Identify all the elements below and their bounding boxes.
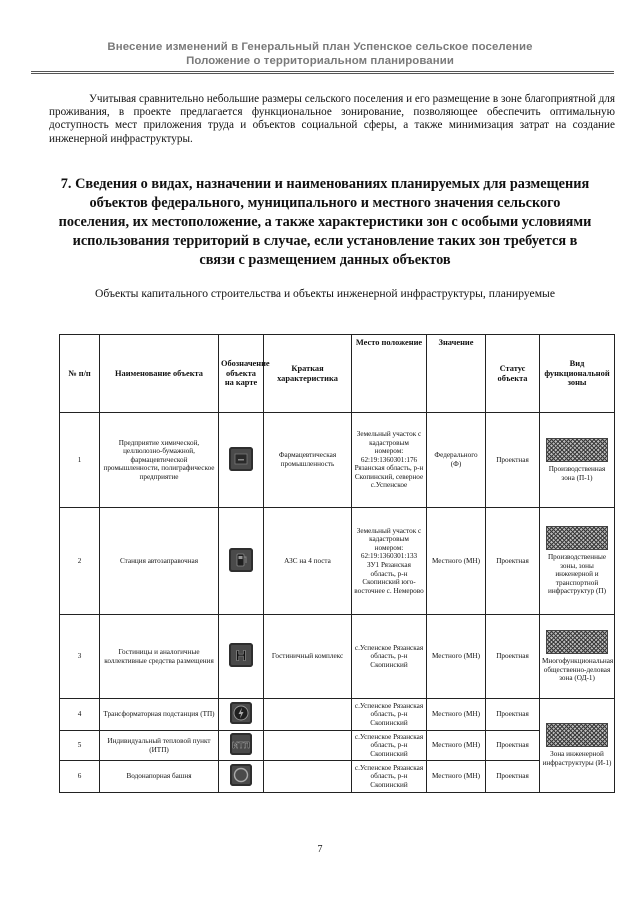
row-zone-cell bbox=[540, 615, 615, 699]
heating-point-icon bbox=[230, 733, 252, 755]
header-location: Место положение bbox=[352, 335, 427, 413]
row-description: Гостиничный комплекс bbox=[264, 615, 352, 699]
header-divider bbox=[31, 71, 614, 74]
water-tower-icon bbox=[230, 764, 252, 786]
svg-text:H: H bbox=[235, 647, 247, 665]
page-number: 7 bbox=[317, 844, 323, 855]
row-status: Проектная bbox=[486, 731, 540, 761]
table-caption: Объекты капитального строительства и объекты инженерной инфраструктуры, планируемые bbox=[95, 287, 555, 300]
header-zone: Вид функциональной зоны bbox=[540, 335, 615, 413]
intro-paragraph bbox=[49, 93, 615, 146]
row-description bbox=[264, 761, 352, 793]
row-number: 2 bbox=[60, 508, 100, 615]
row-number: 4 bbox=[60, 699, 100, 731]
zone-hatch-swatch bbox=[546, 526, 608, 550]
row-description bbox=[264, 731, 352, 761]
row-status: Проектная bbox=[486, 413, 540, 508]
row-number: 3 bbox=[60, 615, 100, 699]
hotel-icon bbox=[229, 643, 253, 667]
row-significance: Местного (МН) bbox=[427, 699, 486, 731]
row-symbol-cell bbox=[219, 508, 264, 615]
row-location: Земельный участок с кадастровым номером: 62:19:1360301:176 Рязанская область, р-н Скопинский, северное с.Успенское bbox=[352, 413, 427, 508]
header-name: Наименование объекта bbox=[100, 335, 219, 413]
fuel-station-icon bbox=[229, 548, 253, 572]
row-number: 6 bbox=[60, 761, 100, 793]
row-significance: Федерального (Ф) bbox=[427, 413, 486, 508]
row-status: Проектная bbox=[486, 508, 540, 615]
row-status: Проектная bbox=[486, 761, 540, 793]
zone-hatch-swatch bbox=[546, 438, 608, 462]
shared-zone-label: Зона инженерной инфраструктуры (И-1) bbox=[542, 750, 612, 767]
row-status: Проектная bbox=[486, 699, 540, 731]
row-name: Водонапорная башня bbox=[100, 761, 219, 793]
pharmacy-factory-icon bbox=[229, 447, 253, 471]
intro-text: Учитывая сравнительно небольшие размеры сельского поселения и его размещение в зоне благоприятной для проживания, в проекте предлагается функциональное зонирование, позволяющее обеспечить оптимальную доступность мест приложения труда и объектов социальной сферы, а также минимизация затрат на создание инженерной инфраструктуры. bbox=[49, 93, 615, 145]
table-row bbox=[60, 731, 615, 761]
row-significance: Местного (МН) bbox=[427, 508, 486, 615]
row-symbol-cell bbox=[219, 615, 264, 699]
row-zone-cell bbox=[540, 413, 615, 508]
shared-zone-cell bbox=[540, 699, 615, 793]
row-symbol-cell bbox=[219, 413, 264, 508]
table-row bbox=[60, 508, 615, 615]
row-location: с.Успенское Рязанская область, р-н Скопинский bbox=[352, 615, 427, 699]
row-name: Станция автозаправочная bbox=[100, 508, 219, 615]
row-symbol-cell bbox=[219, 699, 264, 731]
row-symbol-cell bbox=[219, 731, 264, 761]
row-zone: Производственная зона (П-1) bbox=[548, 464, 606, 482]
header-status: Статус объекта bbox=[486, 335, 540, 413]
row-significance: Местного (МН) bbox=[427, 615, 486, 699]
header-line-2: Положение о территориальном планировании bbox=[186, 55, 454, 67]
row-description: АЗС на 4 поста bbox=[264, 508, 352, 615]
planned-objects-table bbox=[59, 334, 615, 793]
running-header bbox=[40, 40, 600, 68]
zone-hatch-swatch bbox=[546, 723, 608, 747]
row-location: Земельный участок с кадастровым номером: 62:19:1360301:133 ЗУ1 Рязанская область, р-н Скопинский юго-восточнее с. Немерово bbox=[352, 508, 427, 615]
header-num: № п/п bbox=[60, 335, 100, 413]
row-number: 5 bbox=[60, 731, 100, 761]
heating-point-icon-text: ИТП bbox=[232, 740, 250, 751]
row-status: Проектная bbox=[486, 615, 540, 699]
table-row bbox=[60, 761, 615, 793]
row-location: с.Успенское Рязанская область, р-н Скопинский bbox=[352, 731, 427, 761]
row-zone: Производственные зоны, зоны инженерной и транспортной инфраструктур (П) bbox=[547, 553, 607, 596]
row-description: Фармацевтическая промышленность bbox=[264, 413, 352, 508]
zone-hatch-swatch bbox=[546, 630, 608, 654]
row-name: Трансформаторная подстанция (ТП) bbox=[100, 699, 219, 731]
row-zone: Многофункциональная общественно-деловая зона (ОД-1) bbox=[542, 657, 614, 683]
header-line-1: Внесение изменений в Генеральный план Успенское сельское поселение bbox=[107, 41, 533, 53]
row-location: с.Успенское Рязанская область, р-н Скопинский bbox=[352, 699, 427, 731]
row-symbol-cell bbox=[219, 761, 264, 793]
table-header-row bbox=[60, 335, 615, 413]
table-row bbox=[60, 413, 615, 508]
transformer-substation-icon bbox=[230, 702, 252, 724]
row-location: с.Успенское Рязанская область, р-н Скопинский bbox=[352, 761, 427, 793]
header-symbol: Обозначение объекта на карте bbox=[219, 335, 264, 413]
header-description: Краткая характеристика bbox=[264, 335, 352, 413]
table-row bbox=[60, 699, 615, 731]
section-title: 7. Сведения о видах, назначении и наименованиях планируемых для размещения объектов федерального, муниципального и местного значения сельского поселения, их местоположение, а также характеристики зон с особыми условиями использования территорий в случае, если установление таких зон требуется в связи с размещением данных объектов bbox=[58, 176, 592, 268]
row-name: Предприятие химической, целлюлозно-бумажной, фармацевтической промышленности, полиграфическое предприятие bbox=[100, 413, 219, 508]
header-significance: Значение bbox=[427, 335, 486, 413]
row-name: Индивидуальный тепловой пункт (ИТП) bbox=[100, 731, 219, 761]
row-description bbox=[264, 699, 352, 731]
table-row bbox=[60, 615, 615, 699]
row-zone-cell bbox=[540, 508, 615, 615]
row-name: Гостиницы и аналогичные коллективные средства размещения bbox=[100, 615, 219, 699]
row-significance: Местного (МН) bbox=[427, 761, 486, 793]
row-significance: Местного (МН) bbox=[427, 731, 486, 761]
row-number: 1 bbox=[60, 413, 100, 508]
